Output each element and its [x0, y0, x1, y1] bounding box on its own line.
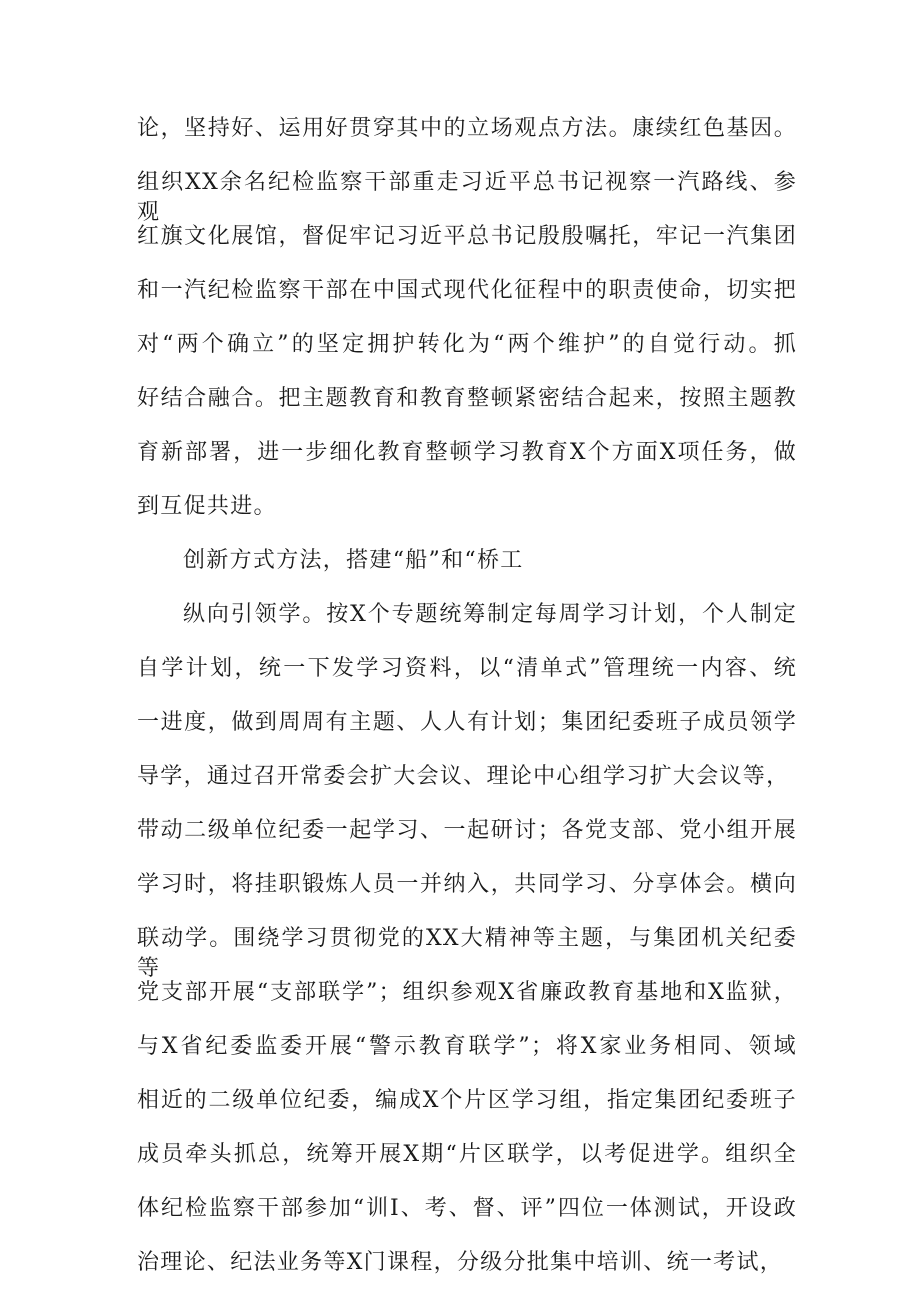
paragraph1-line-8: 到互促共进。 [137, 494, 277, 519]
paragraph2-line-12: 体纪检监察干部参加“训I、考、督、评”四位一体测试，开设政 [137, 1196, 797, 1221]
paragraph2-line-1: 纵向引领学。按X个专题统筹制定每周学习计划，个人制定 [183, 602, 797, 627]
paragraph2-line-5: 带动二级单位纪委一起学习、一起研讨；各党支部、党小组开展 [137, 818, 797, 843]
paragraph2-line-3: 一进度，做到周周有主题、人人有计划；集团纪委班子成员领学 [137, 710, 797, 735]
paragraph1-line-6: 好结合融合。把主题教育和教育整顿紧密结合起来，按照主题教 [137, 386, 797, 411]
paragraph1-line-2: 组织XX余名纪检监察干部重走习近平总书记视察一汽路线、参观 [137, 170, 797, 225]
paragraph2-line-6: 学习时，将挂职锻炼人员一并纳入，共同学习、分享体会。横向 [137, 872, 797, 897]
paragraph1-line-1: 论，坚持好、运用好贯穿其中的立场观点方法。康续红色基因。 [137, 116, 797, 141]
paragraph2-line-13: 治理论、纪法业务等X门课程，分级分批集中培训、统一考试， [137, 1250, 784, 1275]
section-heading: 创新方式方法，搭建“船”和“桥工 [183, 548, 524, 573]
paragraph1-line-4: 和一汽纪检监察干部在中国式现代化征程中的职责使命，切实把 [137, 278, 797, 303]
paragraph2-line-8: 党支部开展“支部联学”；组织参观X省廉政教育基地和X监狱， [137, 980, 797, 1005]
paragraph2-line-10: 相近的二级单位纪委，编成X个片区学习组，指定集团纪委班子 [137, 1088, 797, 1113]
paragraph2-line-4: 导学，通过召开常委会扩大会议、理论中心组学习扩大会议等， [137, 764, 790, 789]
paragraph1-line-5: 对“两个确立”的坚定拥护转化为“两个维护”的自觉行动。抓 [137, 332, 797, 357]
paragraph2-line-7: 联动学。围绕学习贯彻党的XX大精神等主题，与集团机关纪委等 [137, 926, 797, 981]
paragraph1-line-3: 红旗文化展馆，督促牢记习近平总书记殷殷嘱托，牢记一汽集团 [137, 224, 797, 249]
paragraph1-line-7: 育新部署，进一步细化教育整顿学习教育X个方面X项任务，做 [137, 440, 797, 465]
paragraph2-line-2: 自学计划，统一下发学习资料，以“清单式”管理统一内容、统 [137, 656, 797, 681]
paragraph2-line-9: 与X省纪委监委开展“警示教育联学”；将X家业务相同、领域 [137, 1034, 797, 1059]
paragraph2-line-11: 成员牵头抓总，统筹开展X期“片区联学，以考促进学。组织全 [137, 1142, 797, 1167]
